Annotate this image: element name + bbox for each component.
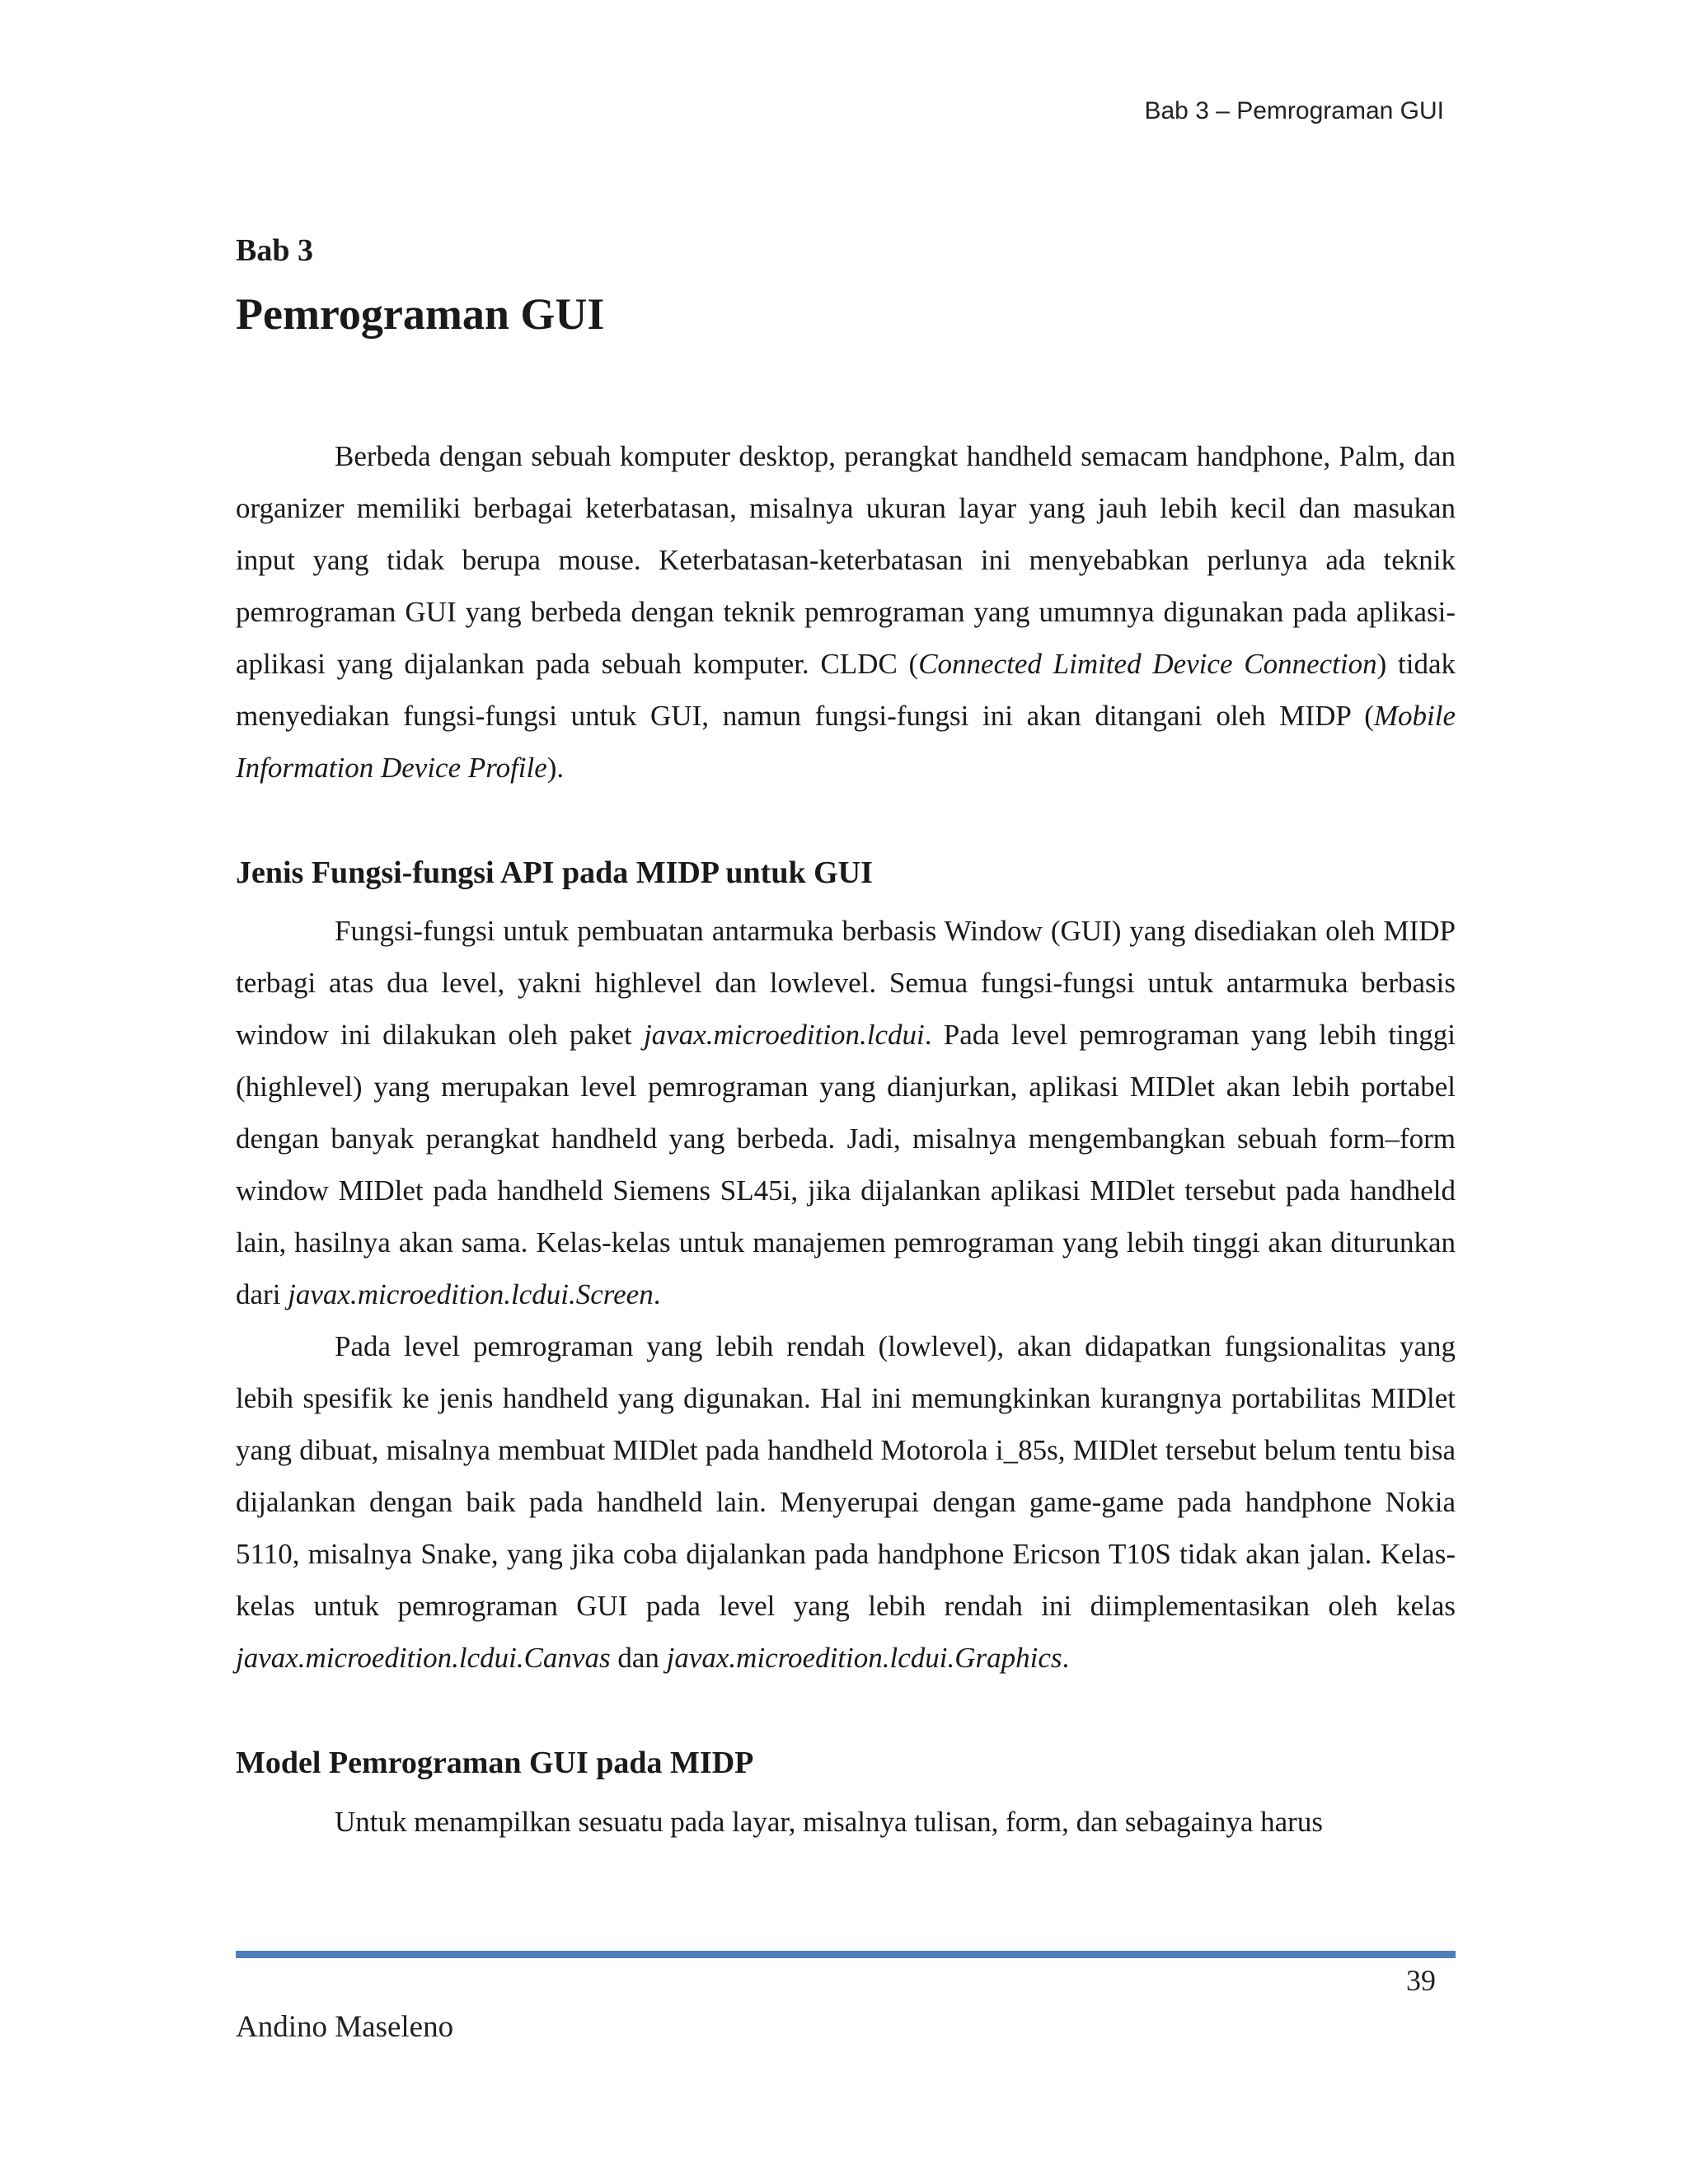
intro-text-3: ). [546, 751, 565, 784]
s1p2-italic-graphics: javax.microedition.lcdui.Graphics [666, 1642, 1062, 1675]
intro-text-1: Berbeda dengan sebuah komputer desktop, perangkat handheld semacam handphone, Palm, dan organizer memiliki berbagai keterbatasan, misalnya ukuran layar yang jauh lebih kecil dan masukan input yang tidak berupa mouse. Keterbatasan-keterbatasan ini menyebabkan perlunya ada teknik pemrograman GUI yang berbeda dengan teknik pemrograman yang umumnya digunakan pada aplikasi-aplikasi yang dijalankan pada sebuah komputer. CLDC ( [236, 439, 1456, 680]
chapter-title: Pemrograman GUI [236, 288, 605, 339]
section-1-paragraph-1 [236, 905, 1456, 1320]
page-content [236, 232, 1456, 1848]
s1p1-text-2: . Pada level pemrograman yang lebih tinggi (highlevel) yang merupakan level pemrograman yang dianjurkan, aplikasi MIDlet akan lebih portabel dengan banyak perangkat handheld yang berbeda. Jadi, misalnya mengembangkan sebuah form–form window MIDlet pada handheld Siemens SL45i, jika dijalankan aplikasi MIDlet tersebut pada handheld lain, hasilnya akan sama. Kelas-kelas untuk manajemen pemrograman yang lebih tinggi akan diturunkan dari [236, 1019, 1456, 1311]
s1p2-text-1: Pada level pemrograman yang lebih rendah (lowlevel), akan didapatkan fungsionalitas yang lebih spesifik ke jenis handheld yang digunakan. Hal ini memungkinkan kurangnya portabilitas MIDlet yang dibuat, misalnya membuat MIDlet pada handheld Motorola i_85s, MIDlet tersebut belum tentu bisa dijalankan dengan baik pada handheld lain. Menyerupai dengan game-game pada handphone Nokia 5110, misalnya Snake, yang jika coba dijalankan pada handphone Ericson T10S tidak akan jalan. Kelas-kelas untuk pemrograman GUI pada level yang lebih rendah ini diimplementasikan oleh kelas [236, 1330, 1456, 1623]
s1p1-italic-screen: javax.microedition.lcdui.Screen [288, 1278, 654, 1311]
running-header: Bab 3 – Pemrograman GUI [1144, 97, 1444, 124]
s1p2-italic-canvas: javax.microedition.lcdui.Canvas [236, 1642, 611, 1675]
s1p2-text-3: . [1062, 1642, 1070, 1675]
section-heading-api: Jenis Fungsi-fungsi API pada MIDP untuk GUI [236, 855, 873, 890]
section-1-paragraph-2 [236, 1320, 1456, 1684]
intro-text-2: ) tidak menyediakan fungsi-fungsi untuk GUI, namun fungsi-fungsi ini akan ditangani oleh MIDP ( [236, 647, 1456, 732]
footer-rule [236, 1951, 1456, 1958]
section-heading-model: Model Pemrograman GUI pada MIDP [236, 1746, 754, 1781]
page-number: 39 [1406, 1964, 1436, 1997]
chapter-label: Bab 3 [236, 233, 313, 268]
s1p1-text-3: . [653, 1278, 661, 1311]
s1p1-italic-lcdui: javax.microedition.lcdui [643, 1019, 925, 1052]
s1p2-text-2: dan [610, 1642, 667, 1675]
s2p1-text-1: Untuk menampilkan sesuatu pada layar, misalnya tulisan, form, dan sebagainya harus [335, 1805, 1323, 1838]
author-name: Andino Maseleno [236, 2010, 454, 2044]
intro-italic-cldc: Connected Limited Device Connection [918, 647, 1377, 680]
intro-italic-midp: Mobile Information Device Profile [236, 699, 1456, 784]
s1p1-text-1: Fungsi-fungsi untuk pembuatan antarmuka berbasis Window (GUI) yang disediakan oleh MIDP terbagi atas dua level, yakni highlevel dan lowlevel. Semua fungsi-fungsi untuk antarmuka berbasis window ini dilakukan oleh paket [236, 915, 1456, 1052]
section-2-paragraph-1 [236, 1796, 1456, 1848]
intro-paragraph [236, 430, 1456, 794]
